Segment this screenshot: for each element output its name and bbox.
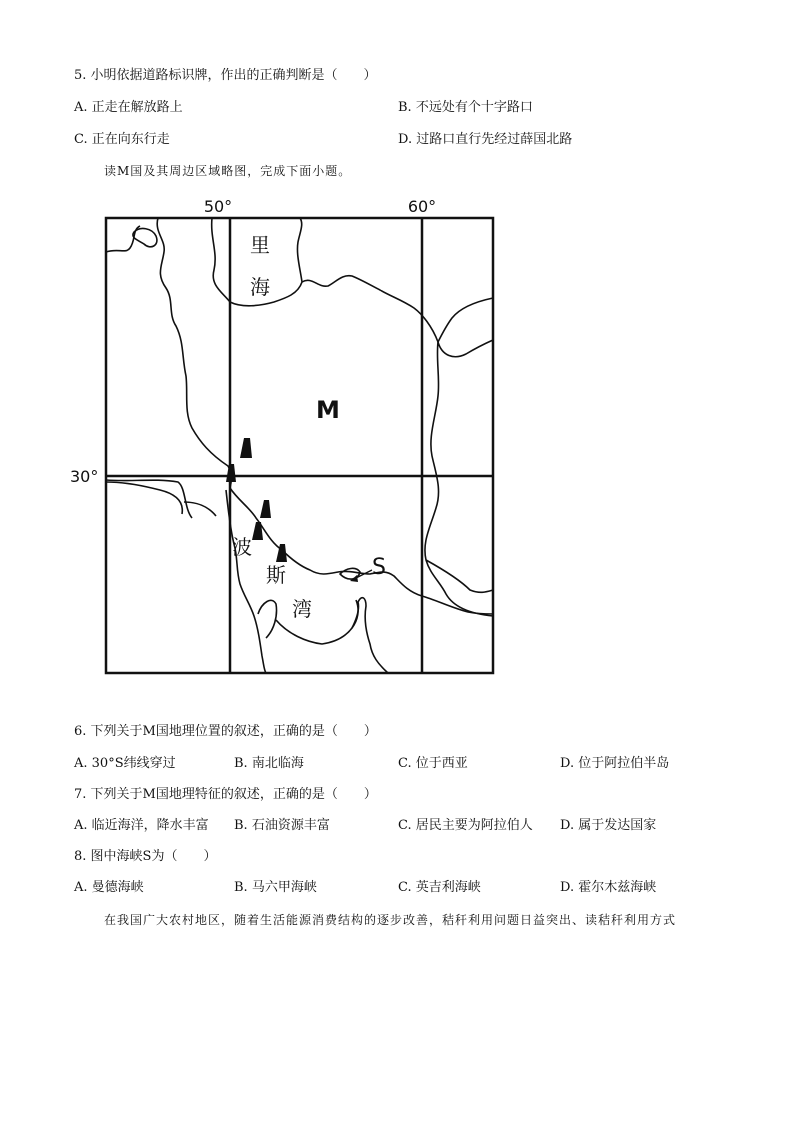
q6-option-b: B. 南北临海 bbox=[234, 756, 304, 771]
q6-option-a: A. 30°S纬线穿过 bbox=[74, 756, 176, 771]
q8-option-c: C. 英吉利海峡 bbox=[398, 880, 481, 895]
q8-option-a: A. 曼德海峡 bbox=[74, 880, 144, 895]
qatar-outline bbox=[258, 600, 277, 638]
gulf-label-2: 斯 bbox=[266, 563, 286, 587]
q7-option-b: B. 石油资源丰富 bbox=[234, 818, 330, 833]
q6-stem: 6. 下列关于M国地理位置的叙述，正确的是（ ） bbox=[74, 724, 377, 739]
next-section-intro: 在我国广大农村地区，随着生活能源消费结构的逐步改善，秸秆利用问题日益突出、读秸秆利用方式 bbox=[104, 913, 677, 927]
q5-option-a: A. 正走在解放路上 bbox=[74, 100, 183, 115]
q7-option-c: C. 居民主要为阿拉伯人 bbox=[398, 818, 533, 833]
caspian-label-2: 海 bbox=[250, 275, 270, 299]
lake-outline bbox=[133, 229, 157, 247]
q5-stem: 5. 小明依据道路标识牌，作出的正确判断是（ ） bbox=[74, 68, 377, 83]
q5-option-b: B. 不远处有个十字路口 bbox=[398, 100, 533, 115]
m-east-secondary-border bbox=[426, 560, 493, 592]
q8-option-b: B. 马六甲海峡 bbox=[234, 880, 317, 895]
map-intro: 读M国及其周边区域略图，完成下面小题。 bbox=[104, 164, 352, 178]
uae-coast bbox=[276, 600, 358, 644]
m-country-map bbox=[60, 190, 510, 680]
gulf-label-1: 波 bbox=[232, 535, 252, 559]
country-label-m: M bbox=[316, 396, 340, 424]
q8-stem: 8. 图中海峡S为（ ） bbox=[74, 849, 217, 864]
q7-stem: 7. 下列关于M国地理特征的叙述，正确的是（ ） bbox=[74, 787, 377, 802]
q5-option-d: D. 过路口直行先经过薛国北路 bbox=[398, 132, 573, 147]
m-east-border bbox=[425, 342, 493, 616]
lon-label-60: 60° bbox=[407, 197, 437, 216]
oil-field-icon bbox=[240, 438, 252, 458]
gulf-label-3: 湾 bbox=[292, 597, 312, 621]
q6-option-c: C. 位于西亚 bbox=[398, 756, 468, 771]
oil-field-icon bbox=[260, 500, 271, 518]
gulf-west-coast bbox=[226, 490, 266, 673]
q6-option-d: D. 位于阿拉伯半岛 bbox=[560, 756, 670, 771]
iraq-saudi-border bbox=[106, 482, 182, 514]
m-north-border bbox=[302, 276, 493, 357]
m-west-border bbox=[157, 218, 231, 488]
q7-option-a: A. 临近海洋，降水丰富 bbox=[74, 818, 209, 833]
oil-field-icon bbox=[226, 464, 236, 482]
caspian-label-1: 里 bbox=[250, 233, 270, 257]
northeast-border bbox=[438, 298, 493, 342]
q5-option-c: C. 正在向东行走 bbox=[74, 132, 170, 147]
lat-label-30: 30° bbox=[70, 467, 99, 486]
q8-option-d: D. 霍尔木兹海峡 bbox=[560, 880, 657, 895]
q7-option-d: D. 属于发达国家 bbox=[560, 818, 657, 833]
lon-label-50: 50° bbox=[203, 197, 233, 216]
west-border-inner bbox=[106, 480, 192, 518]
strait-label-s: S bbox=[372, 555, 386, 580]
